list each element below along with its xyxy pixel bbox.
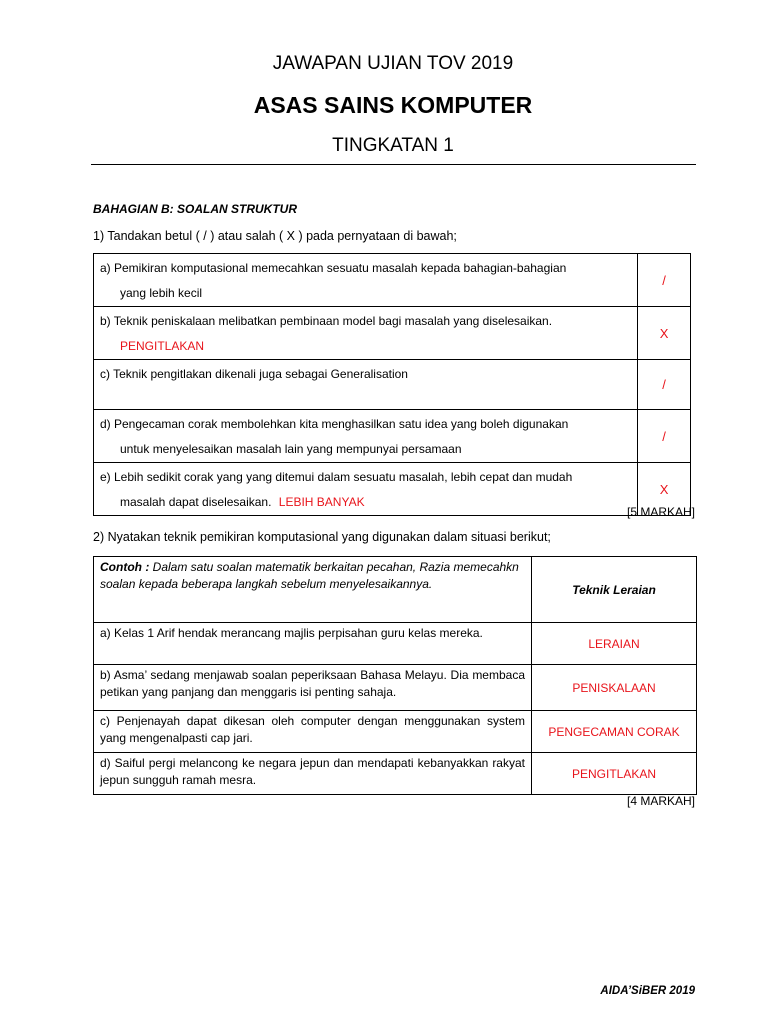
header-title: JAWAPAN UJIAN TOV 2019 <box>272 53 514 74</box>
table-row <box>94 254 691 307</box>
question-2-prompt: 2) Nyatakan teknik pemikiran komputasional yang digunakan dalam situasi berikut; <box>93 530 551 544</box>
table-row <box>94 410 691 463</box>
statement-text-cont: yang lebih kecil <box>120 286 203 300</box>
correction-note: PENGITLAKAN <box>120 339 205 353</box>
statement-text: b) Teknik peniskalaan melibatkan pembinaan model bagi masalah yang diselesaikan. <box>100 314 553 328</box>
footer-credit: AIDA’SiBER 2019 <box>600 985 695 997</box>
answer-cell: LERAIAN <box>532 623 697 665</box>
correction-note: LEBIH BANYAK <box>278 495 365 509</box>
statement-text: e) Lebih sedikit corak yang yang ditemui dalam sesuatu masalah, lebih cepat dan mudah <box>100 470 573 484</box>
situation-text: a) Kelas 1 Arif hendak merancang majlis perpisahan guru kelas mereka. <box>94 623 532 665</box>
header-divider <box>91 164 696 165</box>
answer-cell: PENISKALAAN <box>532 665 697 711</box>
question-1-table <box>93 253 691 516</box>
table-row <box>94 307 691 360</box>
statement-text-cont: masalah dapat diselesaikan. <box>120 495 272 509</box>
answer-cell: X <box>638 463 691 516</box>
answer-cell: / <box>638 254 691 307</box>
statement-cell <box>94 463 638 516</box>
situation-text: b) Asma’ sedang menjawab soalan peperiksaan Bahasa Melayu. Dia membaca petikan yang panjang dan menggaris isi penting sahaja. <box>94 665 532 711</box>
table-row <box>94 360 691 410</box>
subject-title: ASAS SAINS KOMPUTER <box>253 92 533 118</box>
answer-cell: / <box>638 410 691 463</box>
example-cell <box>94 557 532 623</box>
statement-cell <box>94 254 638 307</box>
answer-cell: PENGITLAKAN <box>532 753 697 795</box>
section-title: BAHAGIAN B: SOALAN STRUKTUR <box>93 202 297 216</box>
statement-text-cont: untuk menyelesaikan masalah lain yang mempunyai persamaan <box>120 442 462 456</box>
answer-cell: / <box>638 360 691 410</box>
answer-cell: X <box>638 307 691 360</box>
statement-cell <box>94 307 638 360</box>
answer-cell: PENGECAMAN CORAK <box>532 711 697 753</box>
situation-text: d) Saiful pergi melancong ke negara jepun dan mendapati kebanyakkan rakyat jepun sungguh ramah mesra. <box>94 753 532 795</box>
statement-cell <box>94 360 638 410</box>
question-1-marks: [5 MARKAH] <box>626 505 695 519</box>
table-row <box>94 623 697 665</box>
question-2-table <box>93 556 697 795</box>
example-label: Contoh : <box>100 560 150 574</box>
example-answer: Teknik Leraian <box>532 557 697 623</box>
example-row <box>94 557 697 623</box>
statement-text: c) Teknik pengitlakan dikenali juga sebagai Generalisation <box>100 367 408 381</box>
table-row <box>94 711 697 753</box>
question-2-marks: [4 MARKAH] <box>626 794 695 808</box>
situation-text: c) Penjenayah dapat dikesan oleh computer dengan menggunakan system yang mengenalpasti cap jari. <box>94 711 532 753</box>
table-row <box>94 665 697 711</box>
statement-cell <box>94 410 638 463</box>
example-text: Dalam satu soalan matematik berkaitan pecahan, Razia memecahkn soalan kepada beberapa langkah sebelum menyelesaikannya. <box>100 560 519 591</box>
question-1-prompt: 1) Tandakan betul ( / ) atau salah ( X ) pada pernyataan di bawah; <box>93 229 457 243</box>
table-row <box>94 753 697 795</box>
statement-text: d) Pengecaman corak membolehkan kita menghasilkan satu idea yang boleh digunakan <box>100 417 569 431</box>
form-level: TINGKATAN 1 <box>332 135 454 156</box>
statement-text: a) Pemikiran komputasional memecahkan sesuatu masalah kepada bahagian-bahagian <box>100 261 567 275</box>
